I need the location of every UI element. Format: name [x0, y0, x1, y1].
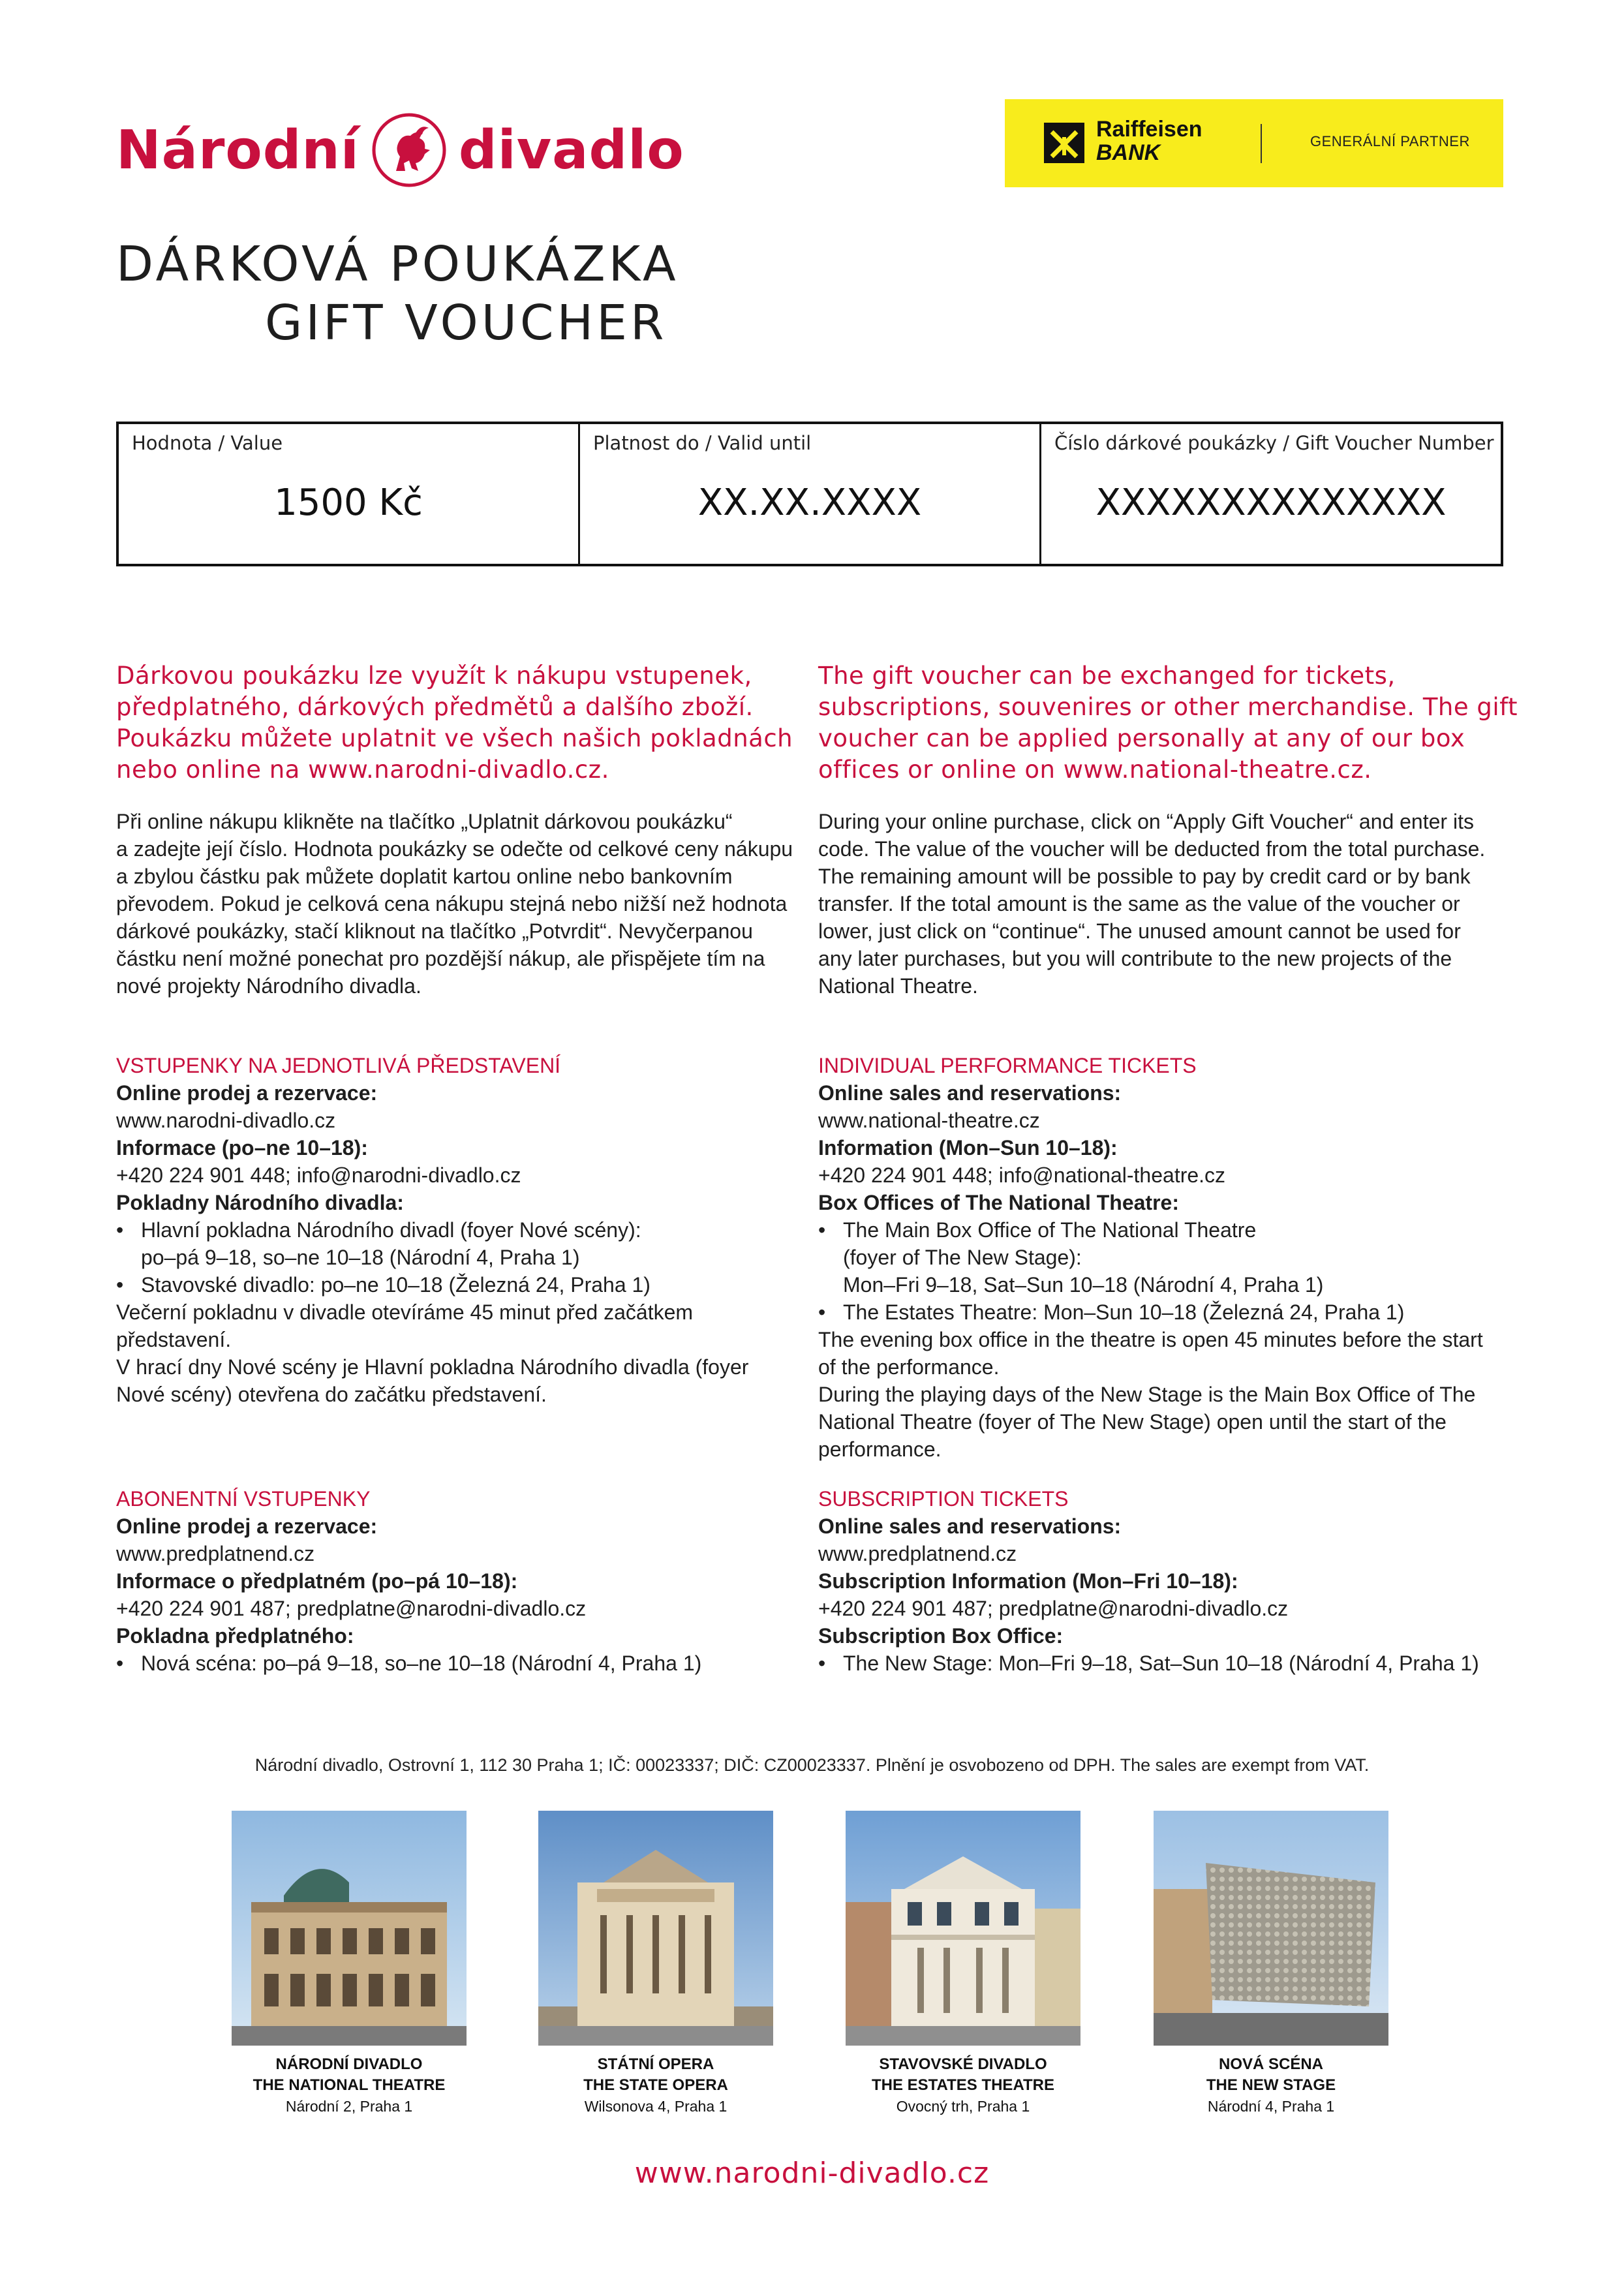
cz-tickets-heading: VSTUPENKY NA JEDNOTLIVÁ PŘEDSTAVENÍ — [116, 1054, 561, 1077]
value-cell — [119, 424, 580, 564]
cz-info-contact[interactable]: +420 224 901 448; info@narodni-divadlo.cz — [116, 1163, 521, 1187]
value-label: Hodnota / Value — [132, 432, 283, 454]
bullet-item: • The Estates Theatre: Mon–Sun 10–18 (Železná 24, Praha 1) — [818, 1300, 1405, 1324]
cz-tickets-section: VSTUPENKY NA JEDNOTLIVÁ PŘEDSTAVENÍ Online prodej a rezervace: www.narodni-divadlo.cz Informace (po–ne 10–18): +420 224 901 448; info@narodni-divadlo.cz Pokladny Národního divadla: • Hlavní pokladna Národního divadl (foyer Nové scény): po–pá 9–18, so–ne 10–18 (Národní 4, Praha 1) • Stavovské divadlo: po–ne 10–18 (Železná 24, Praha 1) Večerní pokladnu v divadle otevíráme 45 minut před začátkem představení. V hrací dny Nové scény je Hlavní pokladna Národního divadla (foyer Nové scény) otevřena do začátku představení. — [116, 1052, 775, 1408]
venue-caption-new-stage: NOVÁ SCÉNA THE NEW STAGE Národní 4, Praha 1 — [1206, 2055, 1336, 2115]
bullet-item: • The New Stage: Mon–Fri 9–18, Sat–Sun 10–18 (Národní 4, Praha 1) — [818, 1651, 1479, 1675]
en-tickets-section: INDIVIDUAL PERFORMANCE TICKETS Online sales and reservations: www.national-theatre.cz Information (Mon–Sun 10–18): +420 224 901 448; info@national-theatre.cz Box Offices of The National Theatre: • The Main Box Office of The National Theatre (foyer of The New Stage): Mon–Fri 9–18, Sat–Sun 10–18 (Národní 4, Praha 1) • The Estates Theatre: Mon–Sun 10–18 (Železná 24, Praha 1) The evening box office in the theatre is open 45 minutes before the start of the performance. During the playing days of the New Stage is the Main Box Office of The National Theatre (foyer of The New Stage) open until the start of the performance. — [818, 1052, 1503, 1463]
valid-until-cell — [580, 424, 1041, 564]
brand-word-left: Národní — [116, 119, 360, 181]
en-sub-contact[interactable]: +420 224 901 487; predplatne@narodni-divadlo.cz — [818, 1597, 1289, 1620]
en-lead-text: The gift voucher can be exchanged for tickets, subscriptions, souvenires or other merchandise. The gift voucher can be applied personally at any of our box offices or online on www.national-theatre.cz. — [818, 662, 1518, 784]
cz-subscription-heading: ABONENTNÍ VSTUPENKY — [116, 1487, 371, 1511]
lion-emblem-icon — [370, 111, 448, 189]
partner-divider — [1261, 124, 1262, 163]
bullet-item: • The Main Box Office of The National Theatre — [818, 1218, 1257, 1242]
cz-sub-contact[interactable]: +420 224 901 487; predplatne@narodni-divadlo.cz — [116, 1597, 587, 1620]
general-partner-banner — [1005, 99, 1503, 187]
title-czech: DÁRKOVÁ POUKÁZKA — [116, 236, 679, 292]
en-sub-url[interactable]: www.predplatnend.cz — [818, 1542, 1017, 1565]
en-tickets-heading: INDIVIDUAL PERFORMANCE TICKETS — [818, 1054, 1197, 1077]
general-partner-label: GENERÁLNÍ PARTNER — [1310, 133, 1470, 149]
state-opera-photo — [538, 1811, 773, 2046]
value-amount: 1500 Kč — [274, 482, 423, 524]
voucher-number: XXXXXXXXXXXXXX — [1095, 482, 1447, 524]
en-subscription-section: SUBSCRIPTION TICKETS Online sales and reservations: www.predplatnend.cz Subscription Information (Mon–Fri 10–18): +420 224 901 487; predplatne@narodni-divadlo.cz Subscription Box Office: • The New Stage: Mon–Fri 9–18, Sat–Sun 10–18 (Národní 4, Praha 1) — [818, 1485, 1503, 1677]
en-instructions: During your online purchase, click on “Apply Gift Voucher“ and enter its code. The value of the voucher will be deducted from the total purchase. The remaining amount will be possible to pay by credit card or by bank transfer. If the total amount is the same as the value of the voucher or lower, just click on “continue“. The unused amount cannot be used for any later purchases, but you will contribute to the new projects of the National Theatre. — [818, 810, 1486, 998]
title-english: GIFT VOUCHER — [265, 295, 667, 351]
venue-caption-estates-theatre: STAVOVSKÉ DIVADLO THE ESTATES THEATRE Ovocný trh, Praha 1 — [871, 2055, 1054, 2115]
estates-theatre-building-icon — [846, 1811, 1080, 2046]
brand-word-right: divadlo — [458, 119, 684, 181]
valid-until-label: Platnost do / Valid until — [593, 432, 812, 454]
venue-caption-state-opera: STÁTNÍ OPERA THE STATE OPERA Wilsonova 4, Praha 1 — [583, 2055, 728, 2115]
bullet-item: • Nová scéna: po–pá 9–18, so–ne 10–18 (Národní 4, Praha 1) — [116, 1651, 702, 1675]
bank-name — [1096, 117, 1203, 164]
voucher-number-label: Číslo dárkové poukázky / Gift Voucher Number — [1054, 432, 1494, 454]
en-info-contact[interactable]: +420 224 901 448; info@national-theatre.cz — [818, 1163, 1226, 1187]
en-subscription-heading: SUBSCRIPTION TICKETS — [818, 1487, 1069, 1511]
cz-instructions: Při online nákupu klikněte na tlačítko „Uplatnit dárkovou poukázku“ a zadejte její číslo. Hodnota poukázky se odečte od celkové ceny nákupu a zbylou částku pak můžete doplatit kartou online nebo bankovním převodem. Pokud je celková cena nákupu stejná nebo nižší než hodnota dárkové poukázky, stačí kliknout na tlačítko „Potvrdit“. Nevyčerpanou částku není možné ponechat pro pozdější nákup, ale přispějete tím na nové projekty Národního divadla. — [116, 810, 793, 998]
national-theatre-photo — [232, 1811, 467, 2046]
raiffeisen-gable-cross-icon — [1044, 123, 1084, 163]
national-theatre-building-icon — [232, 1811, 467, 2046]
state-opera-building-icon — [538, 1811, 773, 2046]
voucher-details-table — [116, 422, 1503, 566]
valid-until-date: XX.XX.XXXX — [697, 482, 922, 524]
footer-website-link[interactable]: www.narodni-divadlo.cz — [634, 2157, 990, 2190]
cz-sub-url[interactable]: www.predplatnend.cz — [116, 1542, 315, 1565]
new-stage-photo — [1154, 1811, 1388, 2046]
brand-logo — [116, 111, 684, 189]
bank-name-line2: BANK — [1096, 140, 1161, 165]
voucher-number-cell — [1041, 424, 1501, 564]
bullet-item: • Hlavní pokladna Národního divadl (foyer Nové scény): — [116, 1218, 641, 1242]
cz-lead-text: Dárkovou poukázku lze využít k nákupu vstupenek, předplatného, dárkových předmětů a dalšího zboží. Poukázku můžete uplatnit ve všech našich pokladnách nebo online na www.narodni-divadlo.cz. — [116, 662, 793, 784]
venue-caption-national-theatre: NÁRODNÍ DIVADLO THE NATIONAL THEATRE Národní 2, Praha 1 — [253, 2055, 446, 2115]
new-stage-building-icon — [1154, 1811, 1388, 2046]
estates-theatre-photo — [846, 1811, 1080, 2046]
legal-notice: Národní divadlo, Ostrovní 1, 112 30 Praha 1; IČ: 00023337; DIČ: CZ00023337. Plnění je osvobozeno od DPH. The sales are exempt from VAT. — [254, 1755, 1370, 1775]
cz-subscription-section: ABONENTNÍ VSTUPENKY Online prodej a rezervace: www.predplatnend.cz Informace o předplatném (po–pá 10–18): +420 224 901 487; predplatne@narodni-divadlo.cz Pokladna předplatného: • Nová scéna: po–pá 9–18, so–ne 10–18 (Národní 4, Praha 1) — [116, 1485, 775, 1677]
cz-online-url[interactable]: www.narodni-divadlo.cz — [116, 1109, 336, 1132]
bank-name-line1: Raiffeisen — [1096, 117, 1203, 142]
bullet-item: • Stavovské divadlo: po–ne 10–18 (Železná 24, Praha 1) — [116, 1273, 651, 1297]
en-online-url[interactable]: www.national-theatre.cz — [818, 1109, 1040, 1132]
